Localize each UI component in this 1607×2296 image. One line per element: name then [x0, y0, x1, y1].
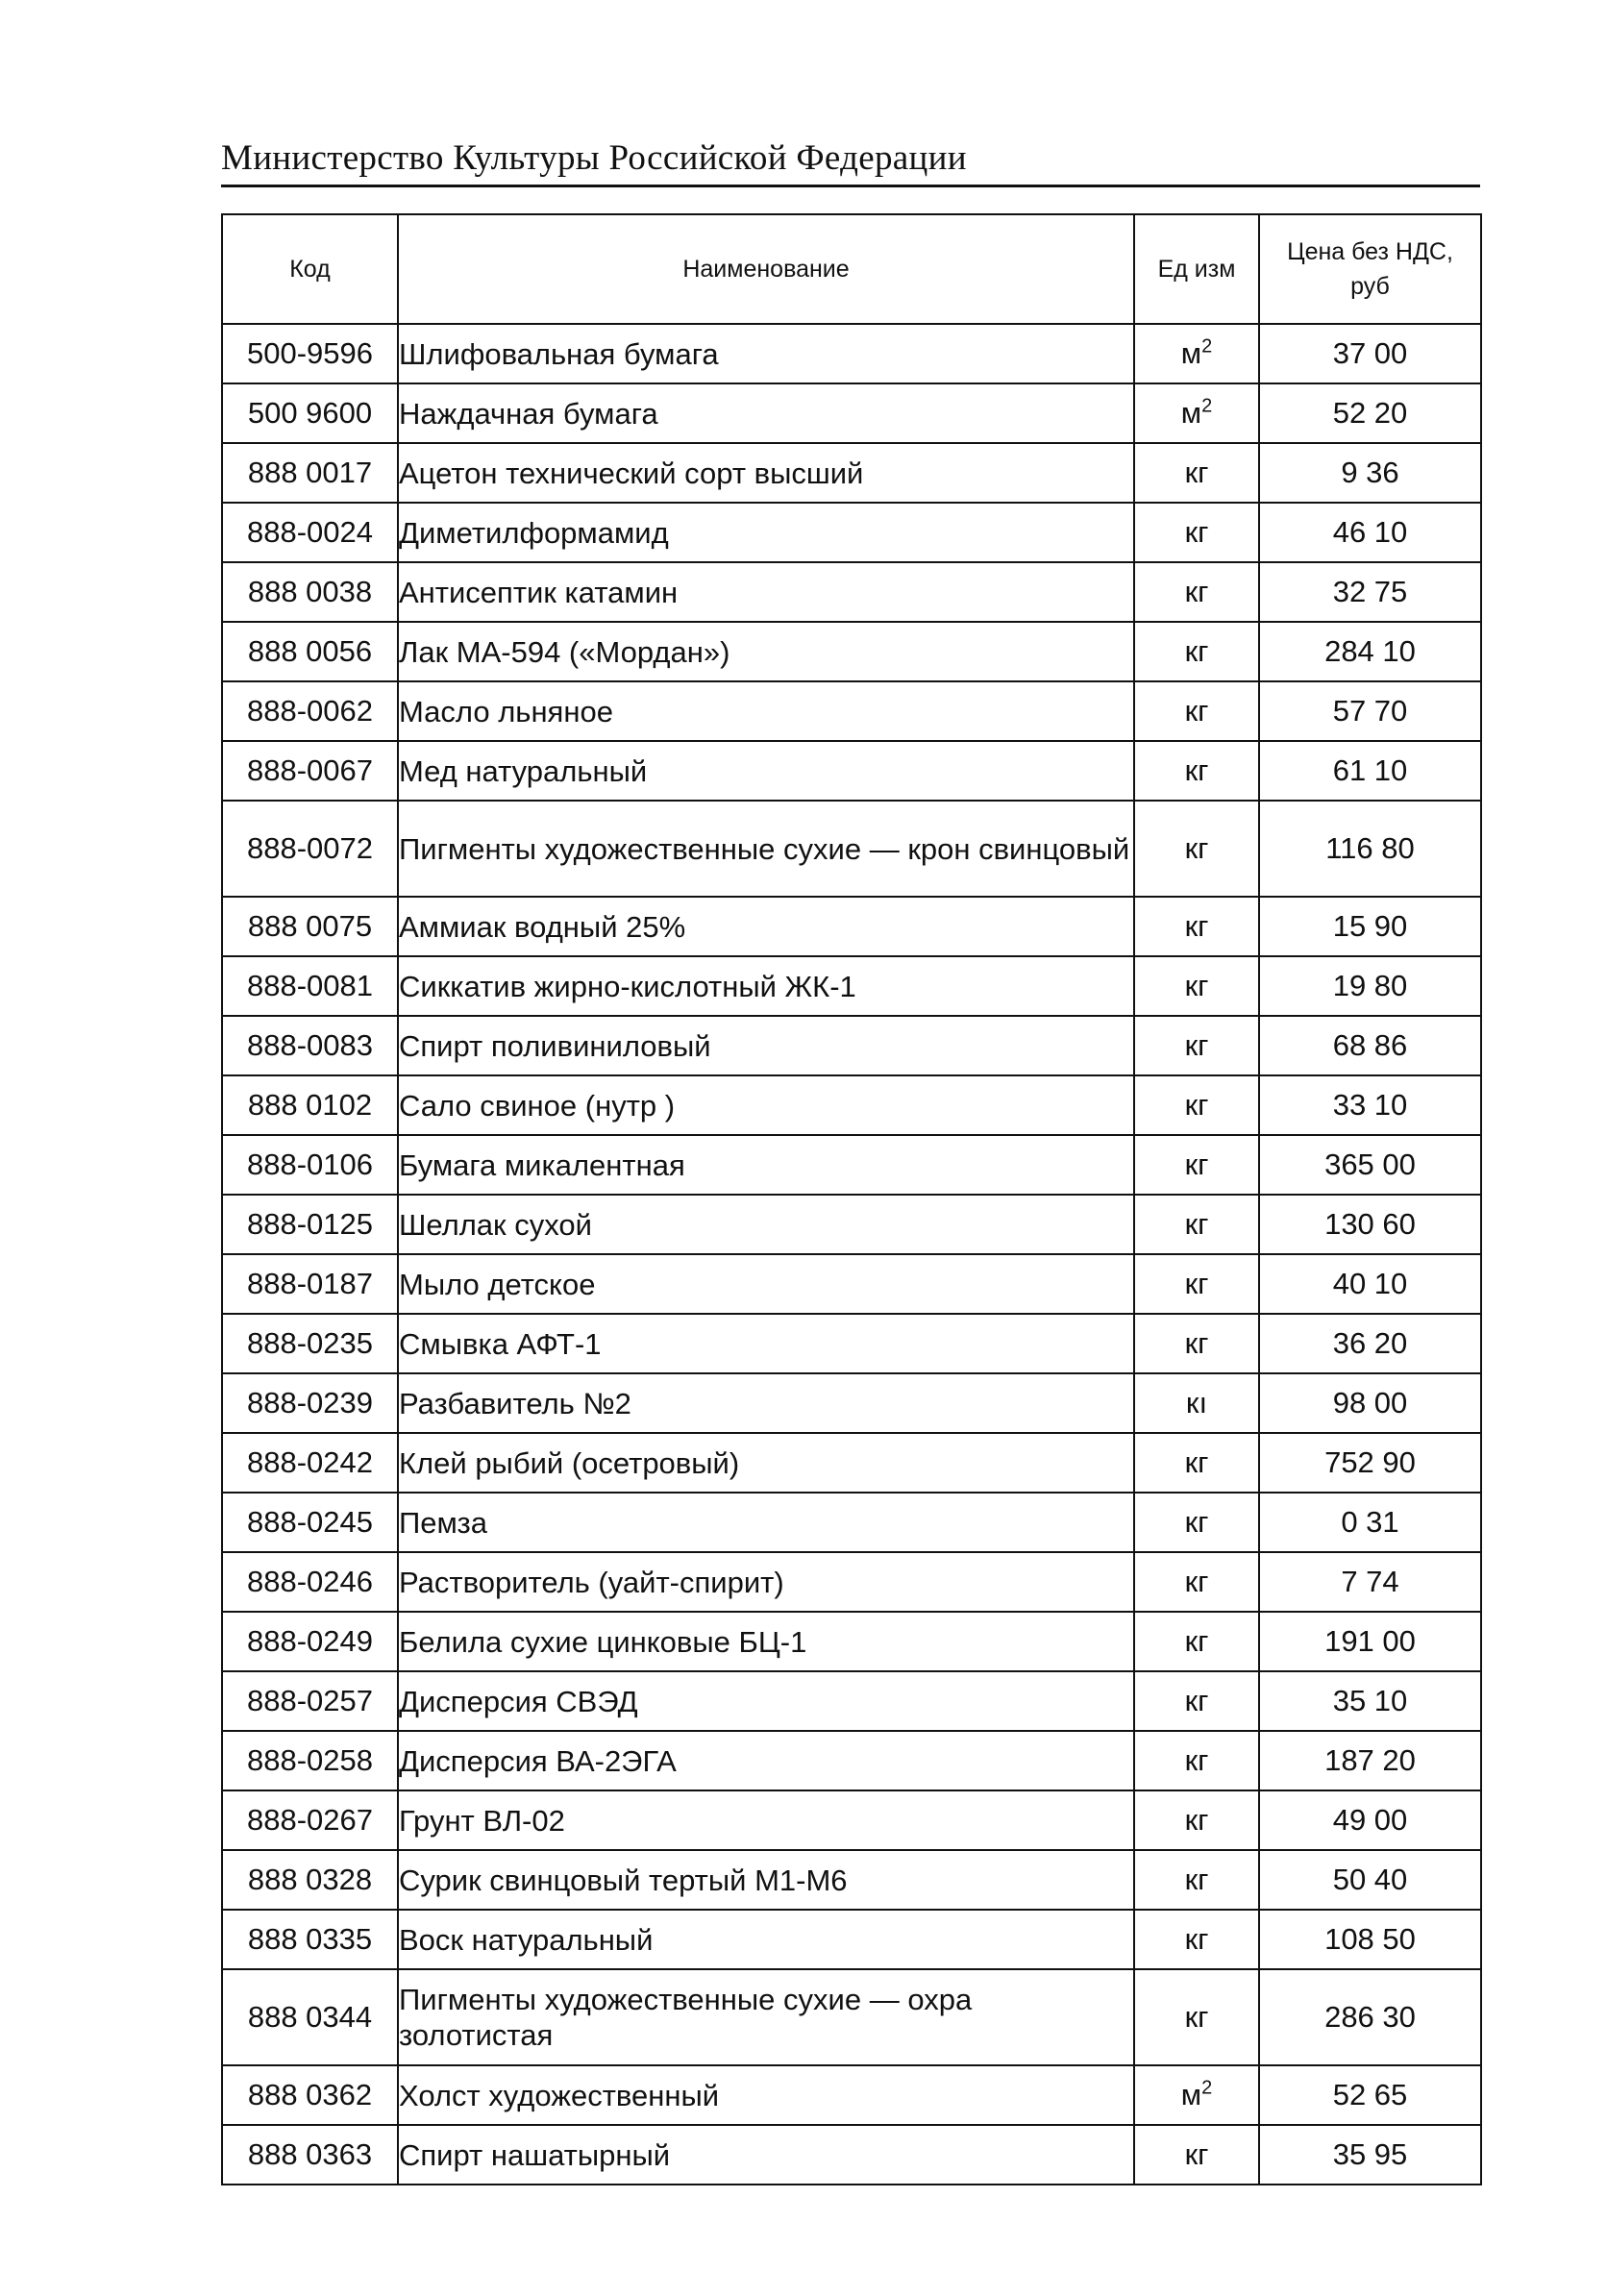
cell-name: Масло льняное	[398, 681, 1134, 741]
table-row	[222, 956, 1481, 1016]
table-row	[222, 622, 1481, 681]
cell-name: Сурик свинцовый тертый М1-М6	[398, 1850, 1134, 1910]
unit-label: кı	[1185, 1386, 1208, 1420]
cell-unit	[1134, 1612, 1259, 1671]
cell-name: Мыло детское	[398, 1254, 1134, 1314]
table-row	[222, 1254, 1481, 1314]
cell-name: Грунт ВЛ-02	[398, 1790, 1134, 1850]
cell-code: 888-0235	[222, 1314, 398, 1373]
cell-unit	[1134, 1195, 1259, 1254]
cell-unit	[1134, 383, 1259, 443]
column-header-code: Код	[222, 214, 398, 324]
cell-name: Воск натуральный	[398, 1910, 1134, 1969]
cell-price: 130 60	[1259, 1195, 1481, 1254]
cell-code: 888-0257	[222, 1671, 398, 1731]
cell-code: 888-0249	[222, 1612, 398, 1671]
cell-price: 19 80	[1259, 956, 1481, 1016]
table-row	[222, 741, 1481, 801]
cell-unit	[1134, 1969, 1259, 2065]
cell-unit	[1134, 2065, 1259, 2125]
cell-code: 888-0081	[222, 956, 398, 1016]
unit-label: кг	[1184, 456, 1209, 489]
cell-price: 37 00	[1259, 324, 1481, 383]
cell-price: 286 30	[1259, 1969, 1481, 2065]
cell-name: Аммиак водный 25%	[398, 897, 1134, 956]
cell-name: Сиккатив жирно-кислотный ЖК-1	[398, 956, 1134, 1016]
cell-code: 888-0245	[222, 1493, 398, 1552]
cell-price: 33 10	[1259, 1075, 1481, 1135]
cell-name: Разбавитель №2	[398, 1373, 1134, 1433]
cell-unit	[1134, 741, 1259, 801]
table-header-row	[222, 214, 1481, 324]
cell-code: 888-0062	[222, 681, 398, 741]
unit-label: кг	[1184, 753, 1209, 787]
cell-name: Смывка АФТ-1	[398, 1314, 1134, 1373]
cell-unit	[1134, 1016, 1259, 1075]
table-row	[222, 1373, 1481, 1433]
unit-label: кг	[1184, 1505, 1209, 1539]
table-row	[222, 1135, 1481, 1195]
cell-price: 284 10	[1259, 622, 1481, 681]
table-row	[222, 1850, 1481, 1910]
cell-price: 7 74	[1259, 1552, 1481, 1612]
cell-code: 888-0187	[222, 1254, 398, 1314]
table-row	[222, 1433, 1481, 1493]
table-row	[222, 801, 1481, 897]
cell-price: 187 20	[1259, 1731, 1481, 1790]
unit-label: кг	[1184, 2137, 1209, 2171]
cell-code: 888 0075	[222, 897, 398, 956]
cell-price: 40 10	[1259, 1254, 1481, 1314]
unit-label: кг	[1184, 634, 1209, 668]
cell-code: 888 0362	[222, 2065, 398, 2125]
table-row	[222, 1612, 1481, 1671]
cell-code: 888-0072	[222, 801, 398, 897]
cell-price: 52 20	[1259, 383, 1481, 443]
unit-label: кг	[1184, 1922, 1209, 1956]
unit-label: кг	[1184, 1207, 1209, 1241]
unit-label: кг	[1184, 831, 1209, 865]
unit-label: м	[1180, 396, 1202, 430]
cell-name: Спирт поливиниловый	[398, 1016, 1134, 1075]
cell-unit	[1134, 1671, 1259, 1731]
cell-code: 888 0344	[222, 1969, 398, 2065]
cell-code: 888-0125	[222, 1195, 398, 1254]
cell-unit	[1134, 1552, 1259, 1612]
cell-price: 68 86	[1259, 1016, 1481, 1075]
cell-name: Диметилформамид	[398, 503, 1134, 562]
cell-price: 9 36	[1259, 443, 1481, 503]
unit-label: кг	[1184, 515, 1209, 549]
cell-price: 46 10	[1259, 503, 1481, 562]
cell-name: Наждачная бумага	[398, 383, 1134, 443]
table-row	[222, 443, 1481, 503]
unit-label: кг	[1184, 969, 1209, 1002]
cell-name: Растворитель (уайт-спирит)	[398, 1552, 1134, 1612]
cell-unit	[1134, 1314, 1259, 1373]
unit-label: кг	[1184, 1445, 1209, 1479]
cell-unit	[1134, 324, 1259, 383]
table-row	[222, 1314, 1481, 1373]
cell-price: 52 65	[1259, 2065, 1481, 2125]
table-row	[222, 1195, 1481, 1254]
cell-code: 888 0102	[222, 1075, 398, 1135]
unit-label: кг	[1184, 1326, 1209, 1360]
unit-label: кг	[1184, 1803, 1209, 1837]
cell-price: 36 20	[1259, 1314, 1481, 1373]
cell-unit	[1134, 1790, 1259, 1850]
cell-name: Клей рыбий (осетровый)	[398, 1433, 1134, 1493]
table-row	[222, 562, 1481, 622]
unit-label: кг	[1184, 1743, 1209, 1777]
table-row	[222, 1552, 1481, 1612]
cell-unit	[1134, 1254, 1259, 1314]
cell-code: 888 0017	[222, 443, 398, 503]
cell-price: 0 31	[1259, 1493, 1481, 1552]
unit-label: кг	[1184, 575, 1209, 608]
cell-unit	[1134, 443, 1259, 503]
cell-name: Дисперсия СВЭД	[398, 1671, 1134, 1731]
cell-name: Лак МА-594 («Мордан»)	[398, 622, 1134, 681]
cell-code: 888 0056	[222, 622, 398, 681]
cell-price: 15 90	[1259, 897, 1481, 956]
cell-unit	[1134, 1731, 1259, 1790]
cell-name: Сало свиное (нутр )	[398, 1075, 1134, 1135]
cell-code: 888-0083	[222, 1016, 398, 1075]
unit-exponent: 2	[1201, 335, 1213, 358]
cell-code: 888-0246	[222, 1552, 398, 1612]
cell-code: 888-0267	[222, 1790, 398, 1850]
cell-name: Бумага микалентная	[398, 1135, 1134, 1195]
unit-label: кг	[1184, 1148, 1209, 1181]
cell-unit	[1134, 1910, 1259, 1969]
cell-code: 888-0242	[222, 1433, 398, 1493]
cell-price: 98 00	[1259, 1373, 1481, 1433]
table-row	[222, 681, 1481, 741]
table-row	[222, 383, 1481, 443]
cell-unit	[1134, 622, 1259, 681]
column-header-price-label: Цена без НДС, руб	[1287, 238, 1453, 300]
table-row	[222, 324, 1481, 383]
cell-price: 365 00	[1259, 1135, 1481, 1195]
table-row	[222, 1910, 1481, 1969]
cell-unit	[1134, 2125, 1259, 2185]
cell-price: 35 10	[1259, 1671, 1481, 1731]
cell-name: Шеллак сухой	[398, 1195, 1134, 1254]
cell-unit	[1134, 956, 1259, 1016]
table-row	[222, 2125, 1481, 2185]
cell-unit	[1134, 897, 1259, 956]
unit-label: кг	[1184, 694, 1209, 728]
table-row	[222, 1790, 1481, 1850]
cell-unit	[1134, 1433, 1259, 1493]
cell-name: Дисперсия ВА-2ЭГА	[398, 1731, 1134, 1790]
column-header-price	[1259, 214, 1481, 324]
unit-label: кг	[1184, 1267, 1209, 1300]
cell-price: 108 50	[1259, 1910, 1481, 1969]
cell-price: 116 80	[1259, 801, 1481, 897]
unit-label: кг	[1184, 2000, 1209, 2034]
cell-name: Шлифовальная бумага	[398, 324, 1134, 383]
table-row	[222, 897, 1481, 956]
table-row	[222, 1493, 1481, 1552]
cell-name: Ацетон технический сорт высший	[398, 443, 1134, 503]
cell-unit	[1134, 1493, 1259, 1552]
cell-code: 888-0024	[222, 503, 398, 562]
unit-exponent: 2	[1201, 395, 1213, 417]
cell-name: Холст художественный	[398, 2065, 1134, 2125]
unit-label: м	[1180, 2078, 1202, 2111]
table-row	[222, 1731, 1481, 1790]
unit-label: кг	[1184, 1088, 1209, 1122]
cell-code: 888 0328	[222, 1850, 398, 1910]
cell-name: Мед натуральный	[398, 741, 1134, 801]
cell-name: Антисептик катамин	[398, 562, 1134, 622]
cell-unit	[1134, 801, 1259, 897]
cell-unit	[1134, 1075, 1259, 1135]
cell-unit	[1134, 562, 1259, 622]
table-row	[222, 1075, 1481, 1135]
cell-unit	[1134, 1850, 1259, 1910]
cell-name: Пемза	[398, 1493, 1134, 1552]
cell-code: 888-0067	[222, 741, 398, 801]
cell-code: 888-0106	[222, 1135, 398, 1195]
cell-unit	[1134, 1373, 1259, 1433]
cell-code: 888-0239	[222, 1373, 398, 1433]
price-table	[221, 213, 1482, 2185]
cell-name: Пигменты художественные сухие — крон свинцовый	[398, 801, 1134, 897]
table-row	[222, 503, 1481, 562]
unit-exponent: 2	[1201, 2077, 1213, 2099]
page-header	[221, 123, 1480, 187]
unit-label: кг	[1184, 1565, 1209, 1598]
cell-code: 888 0335	[222, 1910, 398, 1969]
cell-price: 32 75	[1259, 562, 1481, 622]
cell-code: 500 9600	[222, 383, 398, 443]
ministry-title: Министерство Культуры Российской Федерации	[221, 138, 967, 178]
cell-name: Спирт нашатырный	[398, 2125, 1134, 2185]
cell-code: 888-0258	[222, 1731, 398, 1790]
cell-price: 61 10	[1259, 741, 1481, 801]
cell-price: 50 40	[1259, 1850, 1481, 1910]
cell-price: 752 90	[1259, 1433, 1481, 1493]
table-row	[222, 1016, 1481, 1075]
unit-label: кг	[1184, 1028, 1209, 1062]
cell-unit	[1134, 1135, 1259, 1195]
unit-label: кг	[1184, 1624, 1209, 1658]
cell-code: 888 0038	[222, 562, 398, 622]
table-row	[222, 1969, 1481, 2065]
cell-unit	[1134, 503, 1259, 562]
unit-label: кг	[1184, 1684, 1209, 1717]
cell-code: 500-9596	[222, 324, 398, 383]
column-header-name: Наименование	[398, 214, 1134, 324]
cell-price: 49 00	[1259, 1790, 1481, 1850]
unit-label: кг	[1184, 1863, 1209, 1896]
unit-label: кг	[1184, 909, 1209, 943]
unit-label: м	[1180, 336, 1202, 370]
cell-unit	[1134, 681, 1259, 741]
cell-name: Белила сухие цинковые БЦ-1	[398, 1612, 1134, 1671]
table-row	[222, 1671, 1481, 1731]
table-body	[222, 324, 1481, 2185]
cell-name: Пигменты художественные сухие — охра золотистая	[398, 1969, 1134, 2065]
table-row	[222, 2065, 1481, 2125]
cell-code: 888 0363	[222, 2125, 398, 2185]
column-header-unit: Ед изм	[1134, 214, 1259, 324]
cell-price: 191 00	[1259, 1612, 1481, 1671]
cell-price: 35 95	[1259, 2125, 1481, 2185]
cell-price: 57 70	[1259, 681, 1481, 741]
